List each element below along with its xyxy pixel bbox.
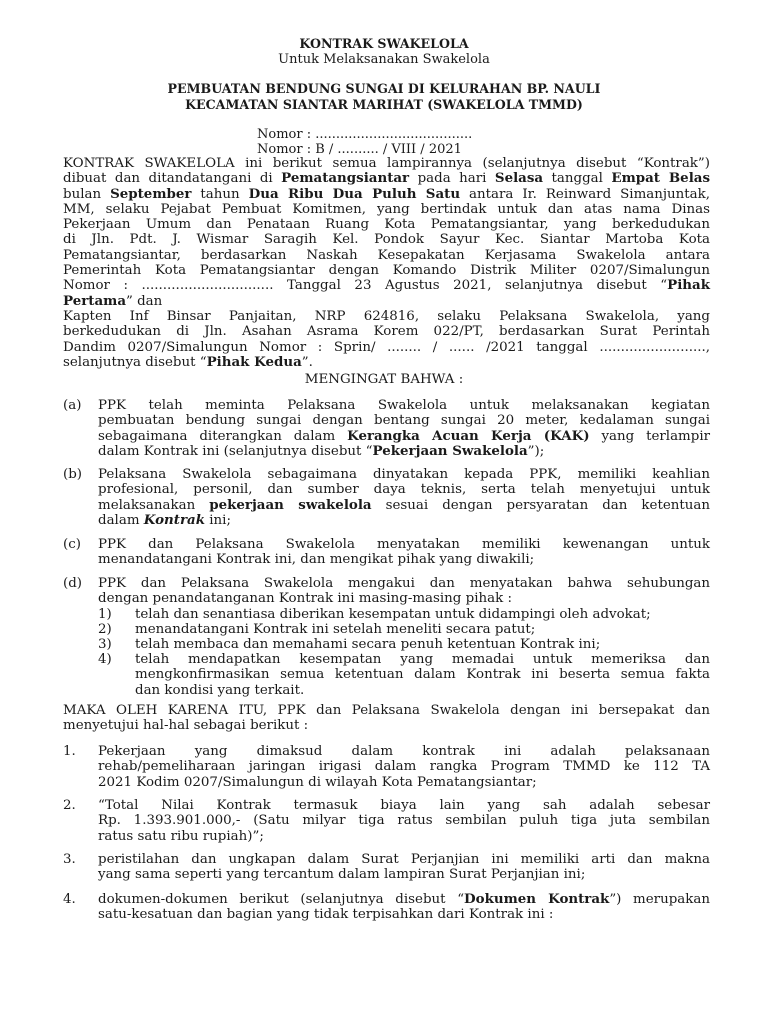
intro-line: Dandim 0207/Simalungun Nomor : Sprin/ ........ / ...... /2021 tanggal .........................,	[63, 339, 710, 355]
nomor-line-2: Nomor : B / .......... / VIII / 2021	[257, 142, 462, 157]
intro-line: Pertama” dan	[63, 292, 163, 309]
intro-line: Pematangsiantar, berdasarkan Naskah Kesepakatan Kerjasama Swakelola antara	[63, 247, 710, 263]
recital-label: (c)	[63, 537, 81, 552]
intro-line: KONTRAK SWAKELOLA ini berikut semua lampirannya (selanjutnya disebut “Kontrak”)	[63, 156, 710, 171]
recital-label: (b)	[63, 467, 83, 482]
section-heading-mengingat: MENGINGAT BAHWA :	[304, 372, 464, 387]
intro-line: Kapten Inf Binsar Panjaitan, NRP 624816, selaku Pelaksana Swakelola, yang	[63, 308, 710, 324]
recital-text: Pelaksana Swakelola sebagaimana dinyatakan kepada PPK, memiliki keahlian profesional, personil, dan sumber daya teknis, serta telah menyetujui untuk melaksanakan pekerjaan swakelola sesuai dengan persyaratan dan ketentuan dalam Kontrak ini;	[98, 467, 711, 528]
intro-line: Pekerjaan Umum dan Penataan Ruang Kota Pematangsiantar, yang berkedudukan	[63, 217, 710, 233]
intro-line: selanjutnya disebut “Pihak Kedua”.	[63, 353, 313, 370]
intro-line: di Jln. Pdt. J. Wismar Saragih Kel. Pondok Sayur Kec. Siantar Martoba Kota	[63, 232, 710, 248]
document-title: KONTRAK SWAKELOLA	[299, 36, 469, 51]
intro-line: Pemerintah Kota Pematangsiantar dengan Komando Distrik Militer 0207/Simalungun	[63, 263, 710, 279]
recital-label: (a)	[63, 398, 82, 413]
project-title-line1: PEMBUATAN BENDUNG SUNGAI DI KELURAHAN BP. NAULI	[167, 81, 601, 96]
recital-text: PPK dan Pelaksana Swakelola menyatakan memiliki kewenangan untuk menandatangani Kontrak ini, dan mengikat pihak yang diwakili;	[98, 537, 710, 568]
intro-line: MM, selaku Pejabat Pembuat Komitmen, yang bertindak untuk dan atas nama Dinas	[63, 201, 710, 217]
nomor-line-1: Nomor : ......................................	[257, 127, 473, 142]
intro-paragraph	[63, 156, 710, 370]
document-subtitle: Untuk Melaksanakan Swakelola	[278, 52, 490, 67]
intro-line: Nomor : ............................... Tanggal 23 Agustus 2021, selanjutnya disebut “Pihak	[63, 277, 710, 294]
intro-line: bulan September tahun Dua Ribu Dua Puluh Satu antara Ir. Reinward Simanjuntak,	[63, 185, 711, 202]
project-title-line2: KECAMATAN SIANTAR MARIHAT (SWAKELOLA TMMD)	[185, 97, 583, 112]
agreement-intro: MAKA OLEH KARENA ITU, PPK dan Pelaksana Swakelola dengan ini bersepakat dan menyetujui hal-hal sebagai berikut :	[63, 703, 710, 734]
document-page: KONTRAK SWAKELOLA Untuk Melaksanakan Swakelola PEMBUATAN BENDUNG SUNGAI DI KELURAHAN BP. NAULI KECAMATAN SIANTAR MARIHAT (SWAKELOLA TMMD) Nomor : ...................................... Nomor : B / .......... / VIII / 2021 KONTRAK SWAKELOLA ini berikut semua lampirannya (selanjutnya disebut “Kontrak”) dibuat dan ditandatangani di Pematangsiantar pada hari Selasa tanggal Empat Belas bulan September tahun Dua Ribu Dua Puluh Satu antara Ir. Reinward Simanjuntak, MM, selaku Pejabat Pembuat Komitmen, yang bertindak untuk dan atas nama Dinas Pekerjaan Umum dan Penataan Ruang Kota Pematangsiantar, yang berkedudukan di Jln. Pdt. J. Wismar Saragih Kel. Pondok Sayur Kec. Siantar Martoba Kota Pematangsiantar, berdasarkan Naskah Kesepakatan Kerjasama Swakelola antara Pemerintah Kota Pematangsiantar dengan Komando Distrik Militer 0207/Simalungun Nomor : ............................... Tanggal 23 Agustus 2021, selanjutnya disebut “Pihak Pertama” dan Kapten Inf Binsar Panjaitan, NRP 624816, selaku Pelaksana Swakelola, yang berkedudukan di Jln. Asahan Asrama Korem 022/PT, berdasarkan Surat Perintah Dandim 0207/Simalungun Nomor : Sprin/ ........ / ...... /2021 tanggal ........................., selanjutnya disebut “Pihak Kedua”. MENGINGAT BAHWA : (a) PPK telah meminta Pelaksana Swakelola untuk melaksanakan kegiatan pembuatan bendung sungai dengan bentang sungai 20 meter, kedalaman sungai sebagaimana diterangkan dalam Kerangka Acuan Kerja (KAK) yang terlampir dalam Kontrak ini (selanjutnya disebut “Pekerjaan Swakelola”); (b) Pelaksana Swakelola sebagaimana dinyatakan kepada PPK, memiliki keahlian profesional, personil, dan sumber daya teknis, serta telah menyetujui untuk melaksanakan pekerjaan swakelola sesuai dengan persyaratan dan ketentuan dalam Kontrak ini; (c) PPK dan Pelaksana Swakelola menyatakan memiliki kewenangan untuk menandatangani Kontrak ini, dan mengikat pihak yang diwakili; (d) PPK dan Pelaksana Swakelola mengakui dan menyatakan bahwa sehubungan dengan penandatanganan Kontrak ini masing-masing pihak : 1) telah dan senantiasa diberikan kesempatan untuk didampingi oleh advokat; 2) menandatangani Kontrak ini setelah meneliti secara patut; 3) telah membaca dan memahami secara penuh ketentuan Kontrak ini; 4) telah mendapatkan kesempatan yang memadai untuk memeriksa dan mengkonfirmasikan semua ketentuan dalam Kontrak ini beserta semua fakta dan kondisi yang terkait. MAKA OLEH KARENA ITU, PPK dan Pelaksana Swakelola dengan ini bersepakat dan menyetujui hal-hal sebagai berikut : 1. Pekerjaan yang dimaksud dalam kontrak ini adalah pelaksanaan rehab/pemeliharaan jaringan irigasi dalam rangka Program TMMD ke 112 TA 2021 Kodim 0207/Simalungun di wilayah Kota Pematangsiantar; 2. “Total Nilai Kontrak termasuk biaya lain yang sah adalah sebesar Rp. 1.393.901.000,- (Satu milyar tiga ratus sembilan puluh tiga juta sembilan ratus satu ribu rupiah)”; 3. peristilahan dan ungkapan dalam Surat Perjanjian ini memiliki arti dan makna yang sama seperti yang tercantum dalam lampiran Surat Perjanjian ini; 4. dokumen-dokumen berikut (selanjutnya disebut “Dokumen Kontrak”) merupakan satu-kesatuan dan bagian yang tidak terpisahkan dari Kontrak ini :	[0, 0, 768, 1024]
recital-text: PPK dan Pelaksana Swakelola mengakui dan menyatakan bahwa sehubungan dengan penandatanganan Kontrak ini masing-masing pihak :	[98, 576, 710, 607]
recital-text: PPK telah meminta Pelaksana Swakelola untuk melaksanakan kegiatan pembuatan bendung sungai dengan bentang sungai 20 meter, kedalaman sungai sebagaimana diterangkan dalam Kerangka Acuan Kerja (KAK) yang terlampir dalam Kontrak ini (selanjutnya disebut “Pekerjaan Swakelola”);	[98, 398, 711, 459]
recital-label: (d)	[63, 576, 83, 591]
intro-line: berkedudukan di Jln. Asahan Asrama Korem 022/PT, berdasarkan Surat Perintah	[63, 324, 710, 340]
intro-line: dibuat dan ditandatangani di Pematangsiantar pada hari Selasa tanggal Empat Belas	[63, 170, 710, 187]
